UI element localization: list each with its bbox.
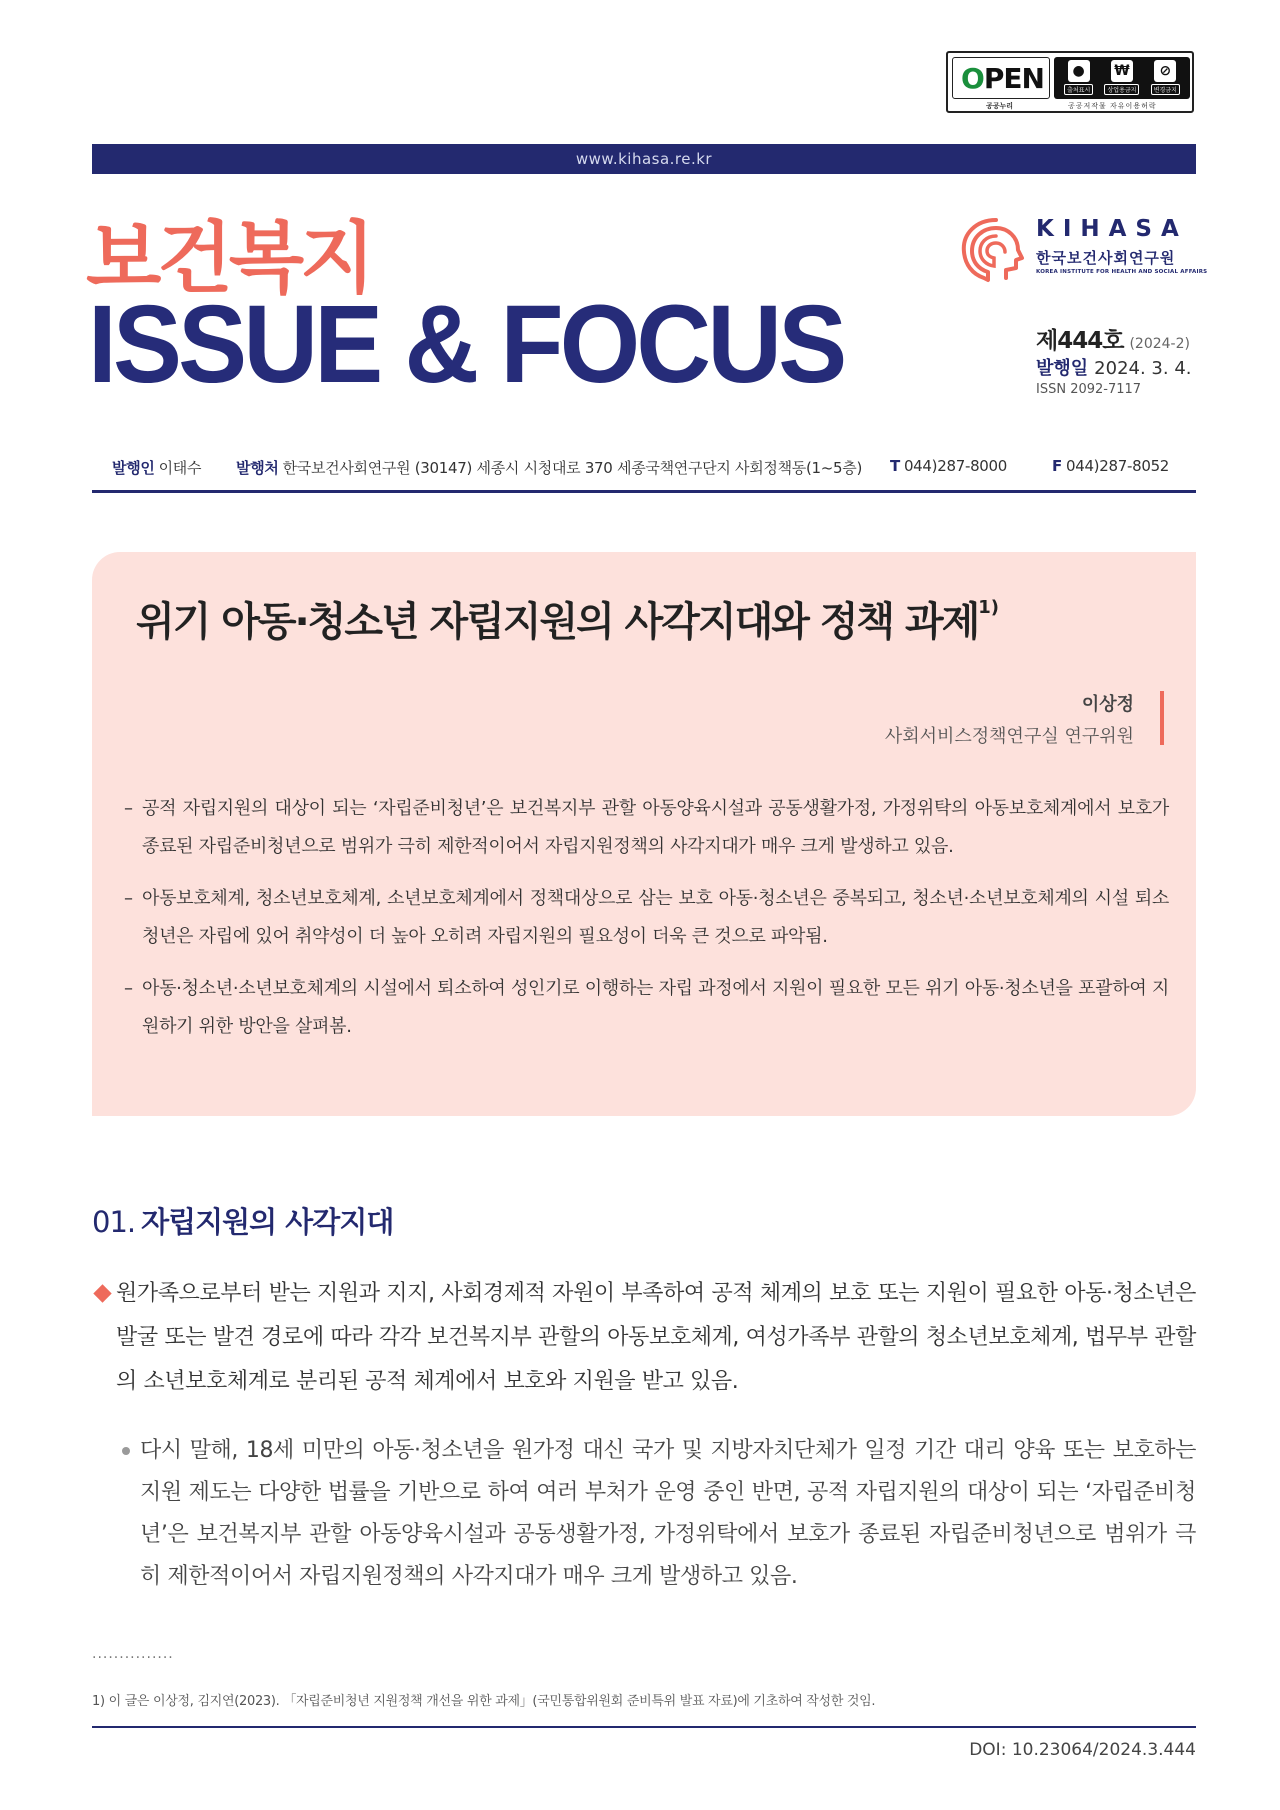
license-caption: 변경금지 (1151, 84, 1180, 95)
dot-bullet-icon (122, 1447, 130, 1455)
author-name: 이상정 (1081, 694, 1134, 715)
issn: ISSN 2092-7117 (1036, 382, 1142, 397)
org-name-korean: 한국보건사회연구원 (1036, 249, 1176, 267)
head-profile-icon (956, 214, 1028, 286)
masthead-title-korean: 보건복지 (86, 214, 372, 304)
sub-paragraph: 다시 말해, 18세 미만의 아동·청소년을 원가정 대신 국가 및 지방자치단체가 일정 기간 대리 양육 또는 보호하는 지원 제도는 다양한 법률을 기반으로 하여 여러 부처가 운영 중인 반면, 공적 자립지원의 대상이 되는 ‘자립준비청년’은 보건복지부 관할 아동양육시설과 공동생활가정, 가정위탁에서 보호가 종료된 자립준비청년으로 범위가 극히 제한적이어서 자립지원정책의 사각지대가 매우 크게 발생하고 있음. (120, 1430, 1196, 1598)
fax-label: F (1052, 457, 1062, 475)
tel-number: 044)287-8000 (903, 457, 1008, 475)
license-left-caption: 공공누리 (986, 102, 1014, 110)
masthead-title-english: ISSUE & FOCUS (88, 283, 844, 406)
org-name-english: KOREA INSTITUTE FOR HEALTH AND SOCIAL AFFAIRS (1036, 269, 1208, 275)
license-icons (1054, 57, 1190, 99)
section-number: 01. (92, 1205, 136, 1239)
person-icon: ● 출처표시 (1060, 60, 1098, 96)
issuer-address: 한국보건사회연구원 (30147) 세종시 시청대로 370 세종국책연구단지 사회정책동(1~5층) (282, 459, 863, 477)
no-change-icon: ⊘ 변경금지 (1146, 60, 1184, 96)
open-logo (952, 57, 1050, 99)
diamond-bullet-icon (93, 1284, 111, 1302)
footnote: 1) 이 글은 이상정, 김지연(2023). 「자립준비청년 지원정책 개선을 위한 과제」(국민통합위원회 준비특위 발표 자료)에 기초하여 작성한 것임. (92, 1694, 876, 1709)
license-caption: 상업용금지 (1104, 84, 1139, 95)
author-affiliation: 사회서비스정책연구실 연구위원 (884, 726, 1134, 747)
tel-label: T (890, 457, 900, 475)
license-caption: 출처표시 (1064, 84, 1093, 95)
footnote-separator: ............... (92, 1646, 174, 1662)
issue-number: 제444호 (2024-2) (1036, 328, 1190, 354)
summary-bullet: – 아동보호체계, 청소년보호체계, 소년보호체계에서 정책대상으로 삼는 보호 아동·청소년은 중복되고, 청소년·소년보호체계의 시설 퇴소 청년은 자립에 있어 취약성이 더 높아 오히려 자립지원의 필요성이 더욱 큰 것으로 파악됨. (124, 888, 1169, 947)
section-title (92, 1200, 393, 1241)
kihasa-logo (956, 214, 1208, 284)
open-logo-text: OPEN (961, 62, 1044, 95)
license-right-caption: 공공저작물 자유이용허락 (1068, 102, 1157, 110)
section-title-text: 자립지원의 사각지대 (141, 1205, 394, 1239)
footer-divider (92, 1726, 1196, 1728)
doi-link[interactable]: DOI: 10.23064/2024.3.444 (969, 1740, 1196, 1760)
url-bar[interactable]: www.kihasa.re.kr (92, 144, 1196, 174)
publisher-label: 발행인 (112, 459, 155, 477)
summary-bullets (124, 790, 1169, 1060)
author-accent-bar (1160, 691, 1164, 745)
issuer-label: 발행처 (236, 459, 279, 477)
article-headline: 위기 아동·청소년 자립지원의 사각지대와 정책 과제$^{1)}$ (136, 597, 1000, 645)
summary-bullet: – 공적 자립지원의 대상이 되는 ‘자립준비청년’은 보건복지부 관할 아동양육시설과 공동생활가정, 가정위탁의 아동보호체계에서 보호가 종료된 자립준비청년으로 범위가 극히 제한적이어서 자립지원정책의 사각지대가 매우 크게 발생하고 있음. (124, 798, 1169, 857)
date-label: 발행일 (1036, 358, 1089, 379)
publication-date (1036, 354, 1192, 380)
header-divider (92, 490, 1196, 493)
footnote-ref[interactable]: 1) (978, 597, 1000, 618)
date-value: 2024. 3. 4. (1094, 358, 1192, 379)
open-license-badge (946, 51, 1194, 113)
summary-bullet: – 아동·청소년·소년보호체계의 시설에서 퇴소하여 성인기로 이행하는 자립 과정에서 지원이 필요한 모든 위기 아동·청소년을 포괄하여 지원하기 위한 방안을 살펴봄. (124, 978, 1169, 1037)
won-icon: ₩ 상업용금지 (1103, 60, 1141, 96)
summary-box (92, 552, 1196, 1116)
fax-number: 044)287-8052 (1065, 457, 1170, 475)
issue-sub: (2024-2) (1129, 336, 1190, 352)
org-name: KIHASA (1036, 216, 1188, 242)
publisher-name: 이태수 (158, 459, 202, 477)
main-paragraph: 원가족으로부터 받는 지원과 지지, 사회경제적 자원이 부족하여 공적 체계의 보호 또는 지원이 필요한 아동·청소년은 발굴 또는 발견 경로에 따라 각각 보건복지부 관할의 아동보호체계, 여성가족부 관할의 청소년보호체계, 법무부 관할의 소년보호체계로 분리된 공적 체계에서 보호와 지원을 받고 있음. (96, 1272, 1196, 1404)
